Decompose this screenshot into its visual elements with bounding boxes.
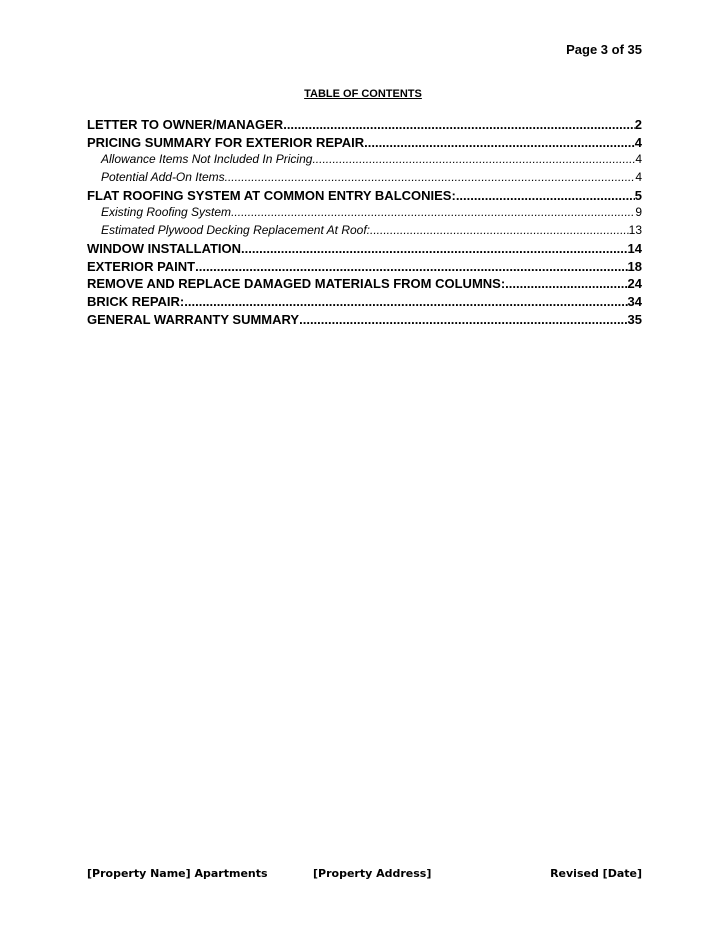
toc-entry-page: 13 <box>628 223 642 238</box>
toc-entry-page: 5 <box>634 187 642 203</box>
toc-entry-add-on-items[interactable] <box>87 169 642 187</box>
toc-leader-dots <box>370 222 629 240</box>
toc-entry-label: FLAT ROOFING SYSTEM AT COMMON ENTRY BALCONIES: <box>87 187 456 203</box>
footer-revised-date: Revised [Date] <box>550 867 642 880</box>
toc-entry-label: EXTERIOR PAINT <box>87 258 196 274</box>
page-number: Page 3 of 35 <box>566 42 642 57</box>
toc-entry-page: 4 <box>634 134 642 150</box>
toc-leader-dots <box>456 187 635 205</box>
toc-leader-dots <box>225 169 636 187</box>
toc-entry-page: 35 <box>627 311 642 327</box>
toc-entry-warranty-summary[interactable] <box>87 311 642 329</box>
toc-entry-label: GENERAL WARRANTY SUMMARY <box>87 311 300 327</box>
toc-entry-page: 4 <box>635 152 642 167</box>
toc-entry-allowance-items[interactable] <box>87 151 642 169</box>
toc-leader-dots <box>505 275 627 293</box>
toc-entry-page: 14 <box>627 240 642 256</box>
table-of-contents <box>87 116 642 328</box>
toc-entry-label: Estimated Plywood Decking Replacement At Roof: <box>101 223 371 238</box>
toc-leader-dots <box>195 258 627 276</box>
toc-leader-dots <box>241 240 627 258</box>
toc-entry-page: 24 <box>627 276 642 292</box>
toc-leader-dots <box>299 311 627 329</box>
toc-leader-dots <box>364 134 635 152</box>
toc-entry-label: BRICK REPAIR: <box>87 293 185 309</box>
toc-entry-exterior-paint[interactable] <box>87 258 642 276</box>
toc-entry-letter-to-owner[interactable] <box>87 116 642 134</box>
footer-property-address: [Property Address] <box>313 867 432 880</box>
toc-leader-dots <box>283 116 635 134</box>
toc-entry-label: WINDOW INSTALLATION <box>87 240 242 256</box>
toc-title-text: TABLE OF CONTENTS <box>304 88 422 100</box>
toc-entry-label: LETTER TO OWNER/MANAGER <box>87 117 284 132</box>
footer-property-name: [Property Name] Apartments <box>87 867 268 880</box>
toc-title <box>0 88 728 100</box>
toc-entry-label: PRICING SUMMARY FOR EXTERIOR REPAIR <box>87 134 365 150</box>
toc-entry-brick-repair[interactable] <box>87 293 642 311</box>
toc-entry-pricing-summary[interactable] <box>87 134 642 152</box>
toc-entry-flat-roofing[interactable] <box>87 187 642 205</box>
toc-entry-page: 34 <box>627 293 642 309</box>
toc-entry-label: Potential Add-On Items <box>101 170 225 185</box>
toc-entry-plywood-decking[interactable] <box>87 222 642 240</box>
toc-entry-window-installation[interactable] <box>87 240 642 258</box>
toc-entry-page: 4 <box>635 170 642 185</box>
toc-entry-page: 18 <box>627 258 642 274</box>
toc-entry-page: 9 <box>635 205 642 220</box>
toc-leader-dots <box>312 151 635 169</box>
toc-leader-dots <box>231 204 635 222</box>
toc-entry-label: REMOVE AND REPLACE DAMAGED MATERIALS FROM COLUMNS: <box>87 276 506 292</box>
toc-entry-columns[interactable] <box>87 275 642 293</box>
toc-entry-existing-roofing[interactable] <box>87 204 642 222</box>
toc-entry-label: Existing Roofing System <box>101 205 232 220</box>
page-footer <box>87 867 642 887</box>
toc-entry-label: Allowance Items Not Included In Pricing <box>101 152 313 167</box>
toc-leader-dots <box>184 293 627 311</box>
toc-entry-page: 2 <box>634 117 642 132</box>
